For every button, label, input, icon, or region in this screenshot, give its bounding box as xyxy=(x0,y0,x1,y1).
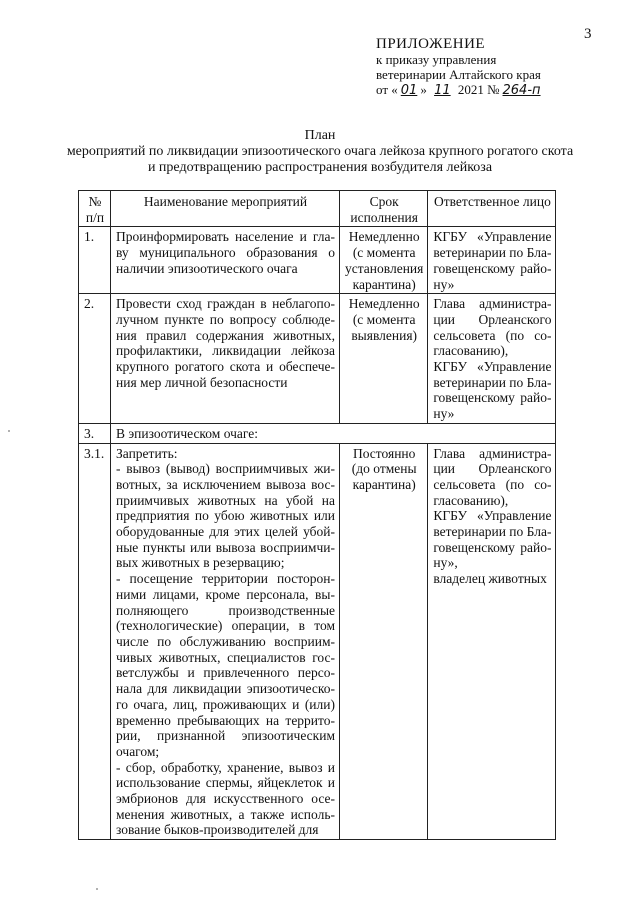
task-line: ветслужбы и привлеченного персо- xyxy=(116,665,335,681)
page-number: 3 xyxy=(584,26,592,42)
row-number: 2. xyxy=(79,294,111,424)
task-line: - сбор, обработку, хранение, вывоз и xyxy=(116,759,335,775)
task-line: зование быков-производителей для xyxy=(116,822,319,838)
task-line: ные пункты или вывоза восприимчи- xyxy=(116,539,335,555)
header-term xyxy=(340,191,428,227)
responsible-cell xyxy=(428,294,556,424)
date-prefix: от « xyxy=(376,82,398,97)
responsible-line: ции Орлеанского xyxy=(433,461,552,477)
responsible-line: ну» xyxy=(433,276,455,292)
task-cell xyxy=(111,423,556,443)
table-header-row xyxy=(79,191,556,227)
plan-table xyxy=(78,190,556,840)
responsible-line: владелец животных xyxy=(433,571,547,587)
task-line: ву муниципального образования о xyxy=(116,245,335,261)
header-num-line-1: № xyxy=(88,194,102,209)
term-cell xyxy=(340,294,428,424)
task-line: приимчивых животных на убой на xyxy=(116,492,335,508)
term-line: карантина) xyxy=(352,476,416,492)
approval-line-2: ветеринарии Алтайского края xyxy=(376,67,541,82)
task-line: вотных, за исключением вывоза вос- xyxy=(116,476,335,492)
header-num-line-2: п/п xyxy=(85,209,105,225)
term-line: Постоянно xyxy=(352,445,416,461)
approval-number: 264-п xyxy=(502,83,541,98)
number-prefix: № xyxy=(487,82,500,97)
term-line: (с момента xyxy=(352,245,416,261)
task-cell xyxy=(111,227,340,294)
task-line: использование спермы, яйцеклеток и xyxy=(116,775,335,791)
task-line: Запретить: xyxy=(116,445,178,461)
responsible-line: ветеринарии по Бла- xyxy=(433,374,552,390)
task-line: полняющего производственные xyxy=(116,602,335,618)
responsible-line: Глава администра- xyxy=(433,445,552,461)
approval-month: 11 xyxy=(434,83,451,98)
responsible-cell xyxy=(428,227,556,294)
term-line: установления xyxy=(345,260,424,276)
responsible-line: говещенскому райо- xyxy=(433,260,552,276)
responsible-line: ветеринарии по Бла- xyxy=(433,245,552,261)
task-line: В эпизоотическом очаге: xyxy=(116,425,259,441)
task-line: Проинформировать население и гла- xyxy=(116,229,335,245)
title-line-3: и предотвращению распространения возбудителя лейкоза xyxy=(147,160,493,175)
task-line: ними лицами, кроме персонала, вы- xyxy=(116,586,335,602)
approval-year: 2021 xyxy=(457,82,484,97)
header-name xyxy=(111,191,340,227)
task-line: крупного рогатого скота и обеспече- xyxy=(116,359,335,375)
task-line: нала для ликвидации эпизоотическо- xyxy=(116,681,335,697)
task-line: (технологические) операции, в том xyxy=(116,618,335,634)
row-number: 3. xyxy=(79,423,111,443)
term-line: карантина) xyxy=(352,276,416,292)
responsible-line: ну» xyxy=(433,406,455,422)
task-line: предприятия по убою животных или xyxy=(116,508,335,524)
responsible-line: говещенскому райо- xyxy=(433,390,552,406)
header-num xyxy=(79,191,111,227)
responsible-line: КГБУ «Управление xyxy=(433,229,552,245)
task-line: чивых животных, специалистов гос- xyxy=(116,649,335,665)
task-line: Провести сход граждан в неблагопо- xyxy=(116,296,335,312)
header-term-line-1: Срок xyxy=(369,194,399,209)
responsible-line: сельсовета (по со- xyxy=(433,327,552,343)
approval-day: 01 xyxy=(400,83,418,98)
row-number: 3.1. xyxy=(79,443,111,840)
task-line: числе по обслуживанию восприим- xyxy=(116,633,335,649)
date-mid: » xyxy=(420,82,427,97)
responsible-line: гласованию), xyxy=(433,343,509,359)
responsible-line: сельсовета (по со- xyxy=(433,476,552,492)
task-cell xyxy=(111,294,340,424)
header-resp xyxy=(428,191,556,227)
title-line-1: План xyxy=(304,128,336,143)
table-row xyxy=(79,294,556,424)
title-line-2: мероприятий по ликвидации эпизоотического очага лейкоза крупного рогатого скота xyxy=(66,144,574,159)
responsible-line: говещенскому райо- xyxy=(433,539,552,555)
responsible-line: КГБУ «Управление xyxy=(433,359,552,375)
task-cell xyxy=(111,443,340,840)
task-line: - посещение территории посторон- xyxy=(116,571,335,587)
term-line: выявления) xyxy=(351,327,418,343)
responsible-line: ции Орлеанского xyxy=(433,311,552,327)
task-line: рии, признанной эпизоотическим xyxy=(116,728,335,744)
task-line: - вывоз (вывод) восприимчивых жи- xyxy=(116,461,335,477)
term-cell xyxy=(340,227,428,294)
approval-line-1: к приказу управления xyxy=(376,52,497,67)
responsible-line: гласованию), xyxy=(433,492,509,508)
term-line: (с момента xyxy=(352,311,416,327)
task-line: вых животных в резервацию; xyxy=(116,555,285,571)
task-line: го очага, лиц, проживающих и (или) xyxy=(116,696,335,712)
approval-block xyxy=(376,36,544,98)
task-line: очагом; xyxy=(116,743,160,759)
task-line: ния правил содержания животных, xyxy=(116,327,335,343)
responsible-line: ветеринарии по Бла- xyxy=(433,524,552,540)
task-line: лучном пункте по вопросу соблюде- xyxy=(116,311,335,327)
responsible-line: Глава администра- xyxy=(433,296,552,312)
approval-date-line xyxy=(376,82,544,98)
task-line: ния мер личной безопасности xyxy=(116,374,288,390)
responsible-line: ну», xyxy=(433,555,458,571)
term-line: (до отмены xyxy=(351,461,417,477)
table-row xyxy=(79,227,556,294)
header-term-line-2: исполнения xyxy=(350,209,418,225)
header-name-text: Наименование мероприятий xyxy=(143,194,308,209)
scan-speck xyxy=(8,430,10,432)
responsible-cell xyxy=(428,443,556,840)
task-line: наличии эпизоотического очага xyxy=(116,260,298,276)
term-cell xyxy=(340,443,428,840)
task-line: менения животных, а также исполь- xyxy=(116,806,335,822)
task-line: временно пребывающих на террито- xyxy=(116,712,335,728)
term-line: Немедленно xyxy=(348,229,420,245)
responsible-line: КГБУ «Управление xyxy=(433,508,552,524)
scan-speck xyxy=(96,888,98,890)
document-title xyxy=(20,128,620,176)
task-line: профилактики, ликвидации лейкоза xyxy=(116,343,335,359)
table-row xyxy=(79,423,556,443)
header-resp-text: Ответственное лицо xyxy=(433,194,551,209)
approval-title: ПРИЛОЖЕНИЕ xyxy=(376,36,486,52)
term-line: Немедленно xyxy=(348,296,420,312)
task-line: оборудованные для этих целей убой- xyxy=(116,524,335,540)
task-line: эмбрионов для искусственного осе- xyxy=(116,791,335,807)
table-row xyxy=(79,443,556,840)
row-number: 1. xyxy=(79,227,111,294)
